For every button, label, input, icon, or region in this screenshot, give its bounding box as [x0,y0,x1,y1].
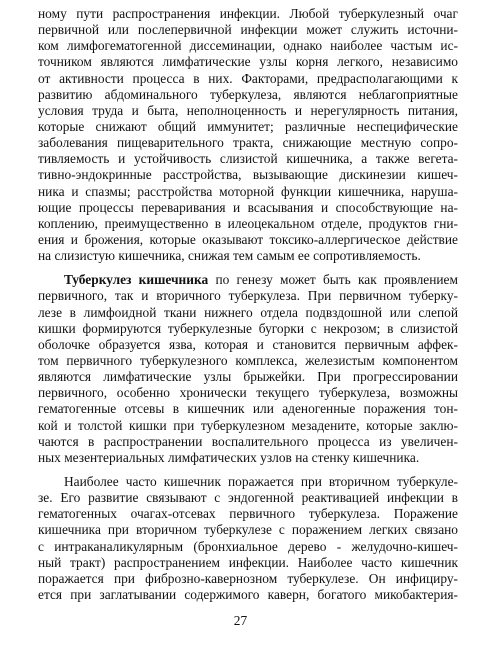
page-number: 27 [233,613,248,628]
text-line: зе. Его развитие связывают с эндогенной реактивацией инфекции в [38,490,458,506]
text-line: тивляемость и устойчивость слизистой кишечника, а также вегета- [38,151,458,167]
text-line: ный тракт) распространением инфекции. Наиболее часто кишечник [38,554,458,570]
text-line: первичной или послепервичной инфекции может служить источни- [38,22,458,38]
text-line: развитию абдоминального туберкулеза, являются неблагоприятные [38,86,458,102]
text-line: гематогенных очагах-отсевах первичного туберкулеза. Поражение [38,506,458,522]
paragraph-gap [38,264,458,272]
text-line [38,272,458,288]
text-line: гематогенные отсевы в кишечник или аденогенные поражения тон- [38,401,458,417]
paragraph-3 [38,474,458,603]
text-line: заболевания пищеварительного тракта, снижающие местную сопро- [38,135,458,151]
text-line: которые снижают общий иммунитет; различные неспецифические [38,118,458,134]
text-line: оболочке образуется язва, которая и становится первичным аффек- [38,336,458,352]
text-line: первичного, так и вторичного туберкулеза. При первичном туберку- [38,288,458,304]
paragraph-1 [38,6,458,264]
text-line: являются лимфатические узлы брыжейки. При прогрессировании [38,369,458,385]
text-line: ника и спазмы; расстройства моторной функции кишечника, наруша- [38,183,458,199]
text-line: ения и брожения, которые оказывают токсико-аллергическое действие [38,231,458,247]
text-line: ком лимфогематогенной диссеминации, однако наиболее частым ис- [38,38,458,54]
text-line: лезе в лимфоидной ткани нижнего отдела подвздошной или слепой [38,304,458,320]
text-line: точником являются лимфатические узлы корня легкого, независимо [38,54,458,70]
body-text [38,6,458,603]
text-line: ется при заглатывании содержимого каверн, богатого микобактерия- [38,586,458,602]
text-line: первичного, особенно хронически текущего туберкулеза, возможны [38,385,458,401]
text-line: условия труда и быта, неполноценность и нерегулярность питания, [38,102,458,118]
text-line: тивно-эндокринные расстройства, вызывающие дискинезии кишеч- [38,167,458,183]
text-line: от активности процесса в них. Факторами, предрасполагающими к [38,70,458,86]
paragraph-2 [38,272,458,466]
section-term: Туберкулез кишечника [64,272,209,288]
text-line: чаются в распространении воспалительного процесса из увеличен- [38,433,458,449]
text-line: с интраканаликулярным (бронхиальное дерево - желудочно-кишеч- [38,538,458,554]
text-line: ющие процессы переваривания и всасывания и способствующие на- [38,199,458,215]
text-line: Наиболее часто кишечник поражается при вторичном туберкуле- [64,473,458,489]
text-line: том первичного туберкулезного комплекса, железистым компонентом [38,352,458,368]
text-line: на слизистую кишечника, снижая тем самым ее сопротивляемость. [38,248,421,264]
text-line: кой и толстой кишки при туберкулезном мезадените, которые заклю- [38,417,458,433]
text-line: ных мезентериальных лимфатических узлов на стенку кишечника. [38,449,420,465]
text-line: кишки формируются туберкулезные бугорки с некрозом; в слизистой [38,320,458,336]
text-line: ному пути распространения инфекции. Любой туберкулезный очаг [38,6,458,21]
text-line: поражается при фиброзно-кавернозном туберкулезе. Он инфициру- [38,570,458,586]
text-line: коплению, преимущественно в илеоцекальном отделе, продуктов гни- [38,215,458,231]
text-fragment: по генезу может быть как проявлением [208,272,458,288]
text-line: кишечника при вторичном туберкулезе с поражением легких связано [38,522,458,538]
paragraph-gap [38,466,458,474]
